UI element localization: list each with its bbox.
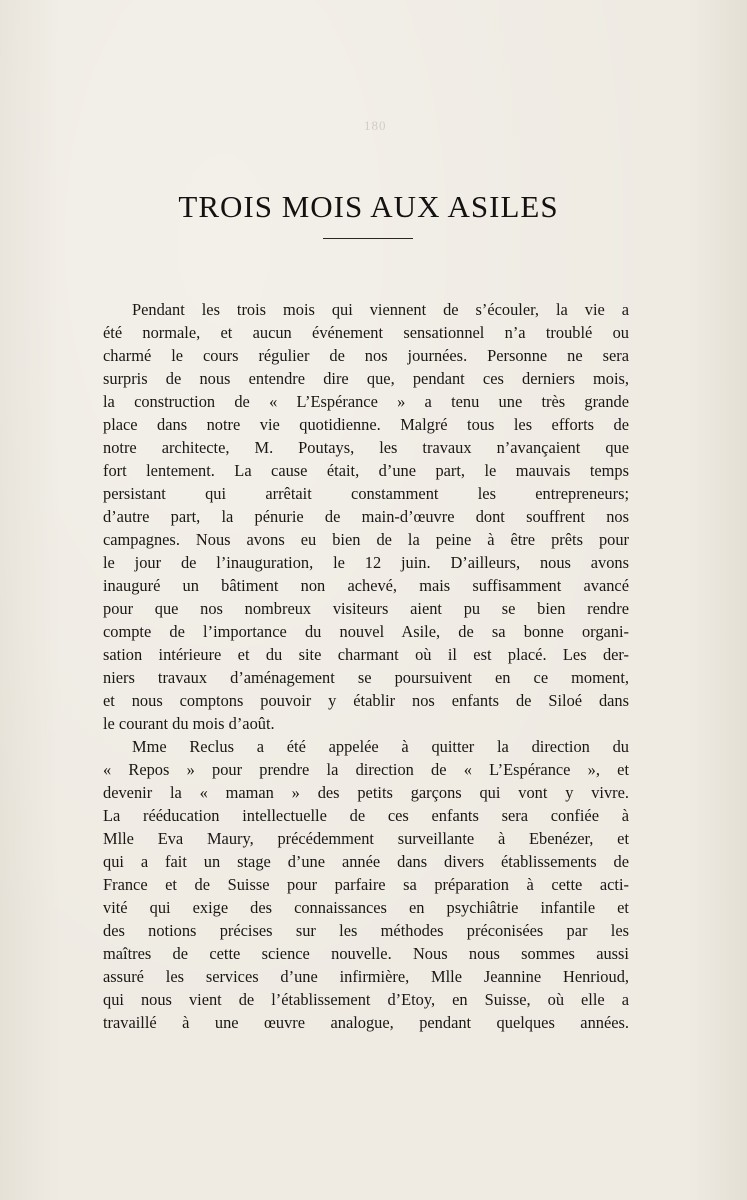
text-line: place dans notre vie quotidienne. Malgré tous les efforts de	[103, 415, 629, 434]
text-line: charmé le cours régulier de nos journées. Personne ne sera	[103, 346, 629, 365]
text-line: maîtres de cette science nouvelle. Nous nous sommes aussi	[103, 944, 629, 963]
text-line: qui nous vient de l’établissement d’Etoy, en Suisse, où elle a	[103, 990, 629, 1009]
text-line: le courant du mois d’août.	[103, 714, 275, 733]
text-line: Mlle Eva Maury, précédemment surveillante à Ebenézer, et	[103, 829, 629, 848]
text-line: inauguré un bâtiment non achevé, mais suffisamment avancé	[103, 576, 629, 595]
paragraph-2	[103, 735, 629, 1034]
text-line: d’autre part, la pénurie de main-d’œuvre dont souffrent nos	[103, 507, 629, 526]
text-line: notre architecte, M. Poutays, les travaux n’avançaient que	[103, 438, 629, 457]
text-line: La rééducation intellectuelle de ces enfants sera confiée à	[103, 806, 629, 825]
text-line: vité qui exige des connaissances en psychiâtrie infantile et	[103, 898, 629, 917]
text-line: le jour de l’inauguration, le 12 juin. D’ailleurs, nous avons	[103, 553, 629, 572]
text-line: campagnes. Nous avons eu bien de la peine à être prêts pour	[103, 530, 629, 549]
text-line: « Repos » pour prendre la direction de « L’Espérance », et	[103, 760, 629, 779]
text-line: qui a fait un stage d’une année dans divers établissements de	[103, 852, 629, 871]
text-line: des notions précises sur les méthodes préconisées par les	[103, 921, 629, 940]
body-text	[103, 298, 629, 1034]
paragraph-1	[103, 298, 629, 735]
text-line: devenir la « maman » des petits garçons qui vont y vivre.	[103, 783, 629, 802]
text-line: Mme Reclus a été appelée à quitter la direction du	[132, 737, 629, 756]
text-line: et nous comptons pouvoir y établir nos enfants de Siloé dans	[103, 691, 629, 710]
text-line: Pendant les trois mois qui viennent de s’écouler, la vie a	[132, 300, 629, 319]
text-line: assuré les services d’une infirmière, Mlle Jeannine Henrioud,	[103, 967, 629, 986]
text-line: France et de Suisse pour parfaire sa préparation à cette acti-	[103, 875, 629, 894]
text-line: été normale, et aucun événement sensationnel n’a troublé ou	[103, 323, 629, 342]
text-line: niers travaux d’aménagement se poursuivent en ce moment,	[103, 668, 629, 687]
text-line: sation intérieure et du site charmant où il est placé. Les der-	[103, 645, 629, 664]
page-title: TROIS MOIS AUX ASILES	[178, 188, 559, 224]
title-divider	[323, 238, 413, 239]
text-line: fort lentement. La cause était, d’une part, le mauvais temps	[103, 461, 629, 480]
text-line: la construction de « L’Espérance » a tenu une très grande	[103, 392, 629, 411]
text-line: persistant qui arrêtait constamment les entrepreneurs;	[103, 484, 629, 503]
text-line: surpris de nous entendre dire que, pendant ces derniers mois,	[103, 369, 629, 388]
text-line: travaillé à une œuvre analogue, pendant quelques années.	[103, 1013, 629, 1032]
text-line: pour que nos nombreux visiteurs aient pu se bien rendre	[103, 599, 629, 618]
show-through-page-number: 180	[364, 118, 387, 133]
text-line: compte de l’importance du nouvel Asile, de sa bonne organi-	[103, 622, 629, 641]
